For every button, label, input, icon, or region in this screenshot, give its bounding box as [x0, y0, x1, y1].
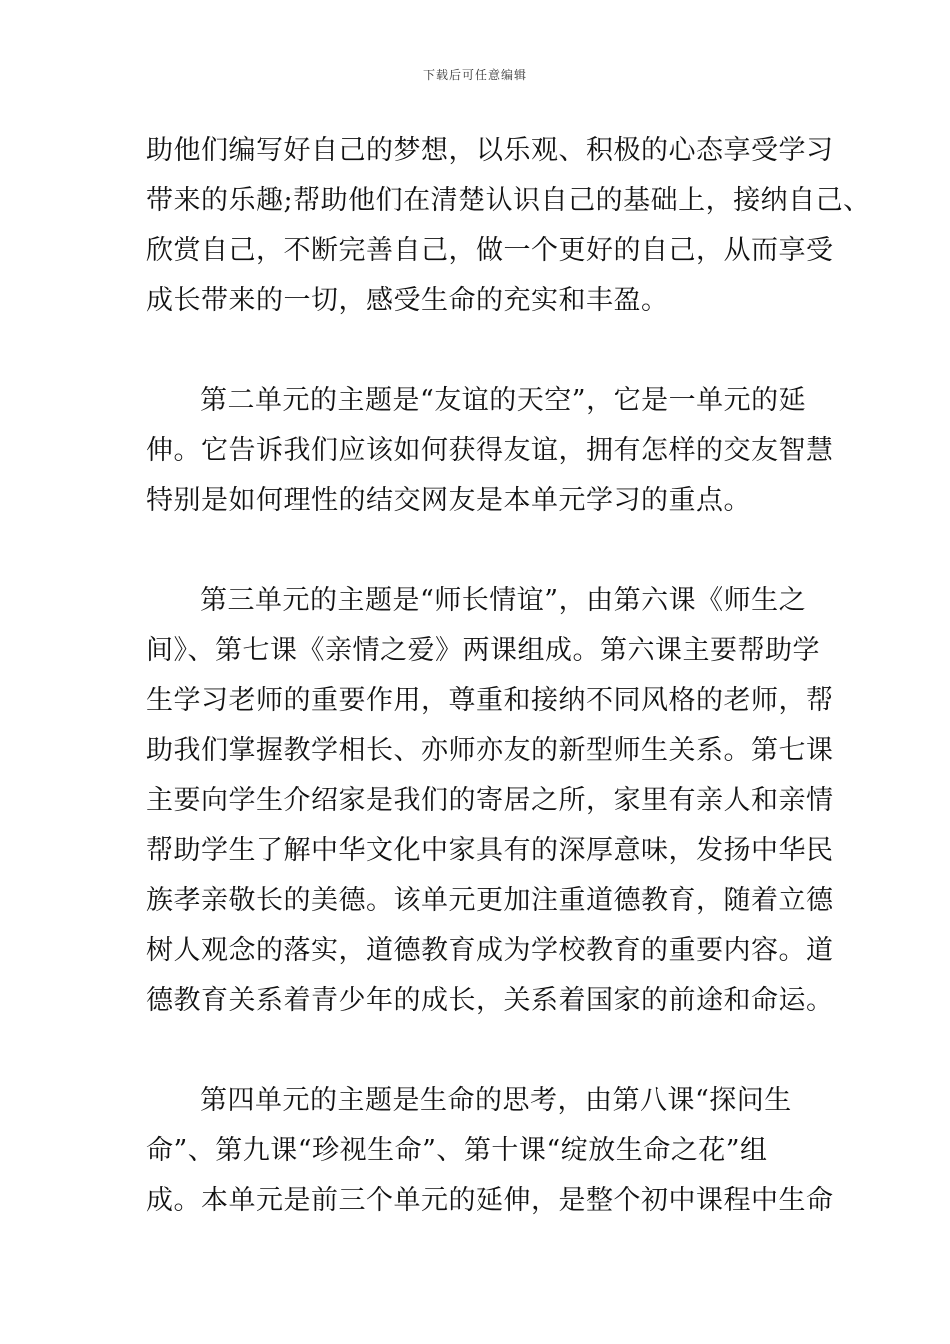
paragraph-line: 命”、第九课“珍视生命”、第十课“绽放生命之花”组 [146, 1135, 768, 1166]
paragraph-line: 成。本单元是前三个单元的延伸，是整个初中课程中生命 [146, 1185, 834, 1216]
paragraph-line: 欣赏自己，不断完善自己，做一个更好的自己，从而享受 [146, 235, 834, 266]
paragraph-line: 伸。它告诉我们应该如何获得友谊，拥有怎样的交友智慧 [146, 435, 834, 466]
paragraph-gap [146, 1026, 812, 1076]
paragraph-line: 主要向学生介绍家是我们的寄居之所，家里有亲人和亲情 [146, 785, 834, 816]
paragraph-line: 带来的乐趣;帮助他们在清楚认识自己的基础上，接纳自己、 [146, 185, 871, 216]
paragraph-line: 德教育关系着青少年的成长，关系着国家的前途和命运。 [146, 985, 834, 1016]
paragraph-line: 间》、第七课《亲情之爱》两课组成。第六课主要帮助学 [146, 635, 820, 666]
paragraph-line: 生学习老师的重要作用，尊重和接纳不同风格的老师，帮 [146, 685, 834, 716]
paragraph-4 [146, 1076, 834, 1226]
paragraph-line: 族孝亲敬长的美德。该单元更加注重道德教育，随着立德 [146, 885, 834, 916]
paragraph-2 [146, 376, 834, 526]
paragraph-line: 特别是如何理性的结交网友是本单元学习的重点。 [146, 485, 751, 516]
paragraph-gap [146, 326, 812, 376]
page-header-note: 下载后可任意编辑 [422, 68, 527, 82]
paragraph-line: 第三单元的主题是“师长情谊”，由第六课《师生之 [200, 585, 807, 616]
paragraph-line: 树人观念的落实，道德教育成为学校教育的重要内容。道 [146, 935, 834, 966]
paragraph-3 [146, 576, 834, 1026]
paragraph-line: 帮助学生了解中华文化中家具有的深厚意味，发扬中华民 [146, 835, 834, 866]
paragraph-1 [146, 126, 871, 326]
paragraph-line: 助他们编写好自己的梦想，以乐观、积极的心态享受学习 [146, 135, 834, 166]
paragraph-line: 第二单元的主题是“友谊的天空”，它是一单元的延 [200, 385, 807, 416]
paragraph-line: 成长带来的一切，感受生命的充实和丰盈。 [146, 285, 669, 316]
document-body [146, 126, 871, 1226]
paragraph-gap [146, 526, 812, 576]
paragraph-line: 第四单元的主题是生命的思考，由第八课“探问生 [200, 1085, 792, 1116]
paragraph-line: 助我们掌握教学相长、亦师亦友的新型师生关系。第七课 [146, 735, 834, 766]
